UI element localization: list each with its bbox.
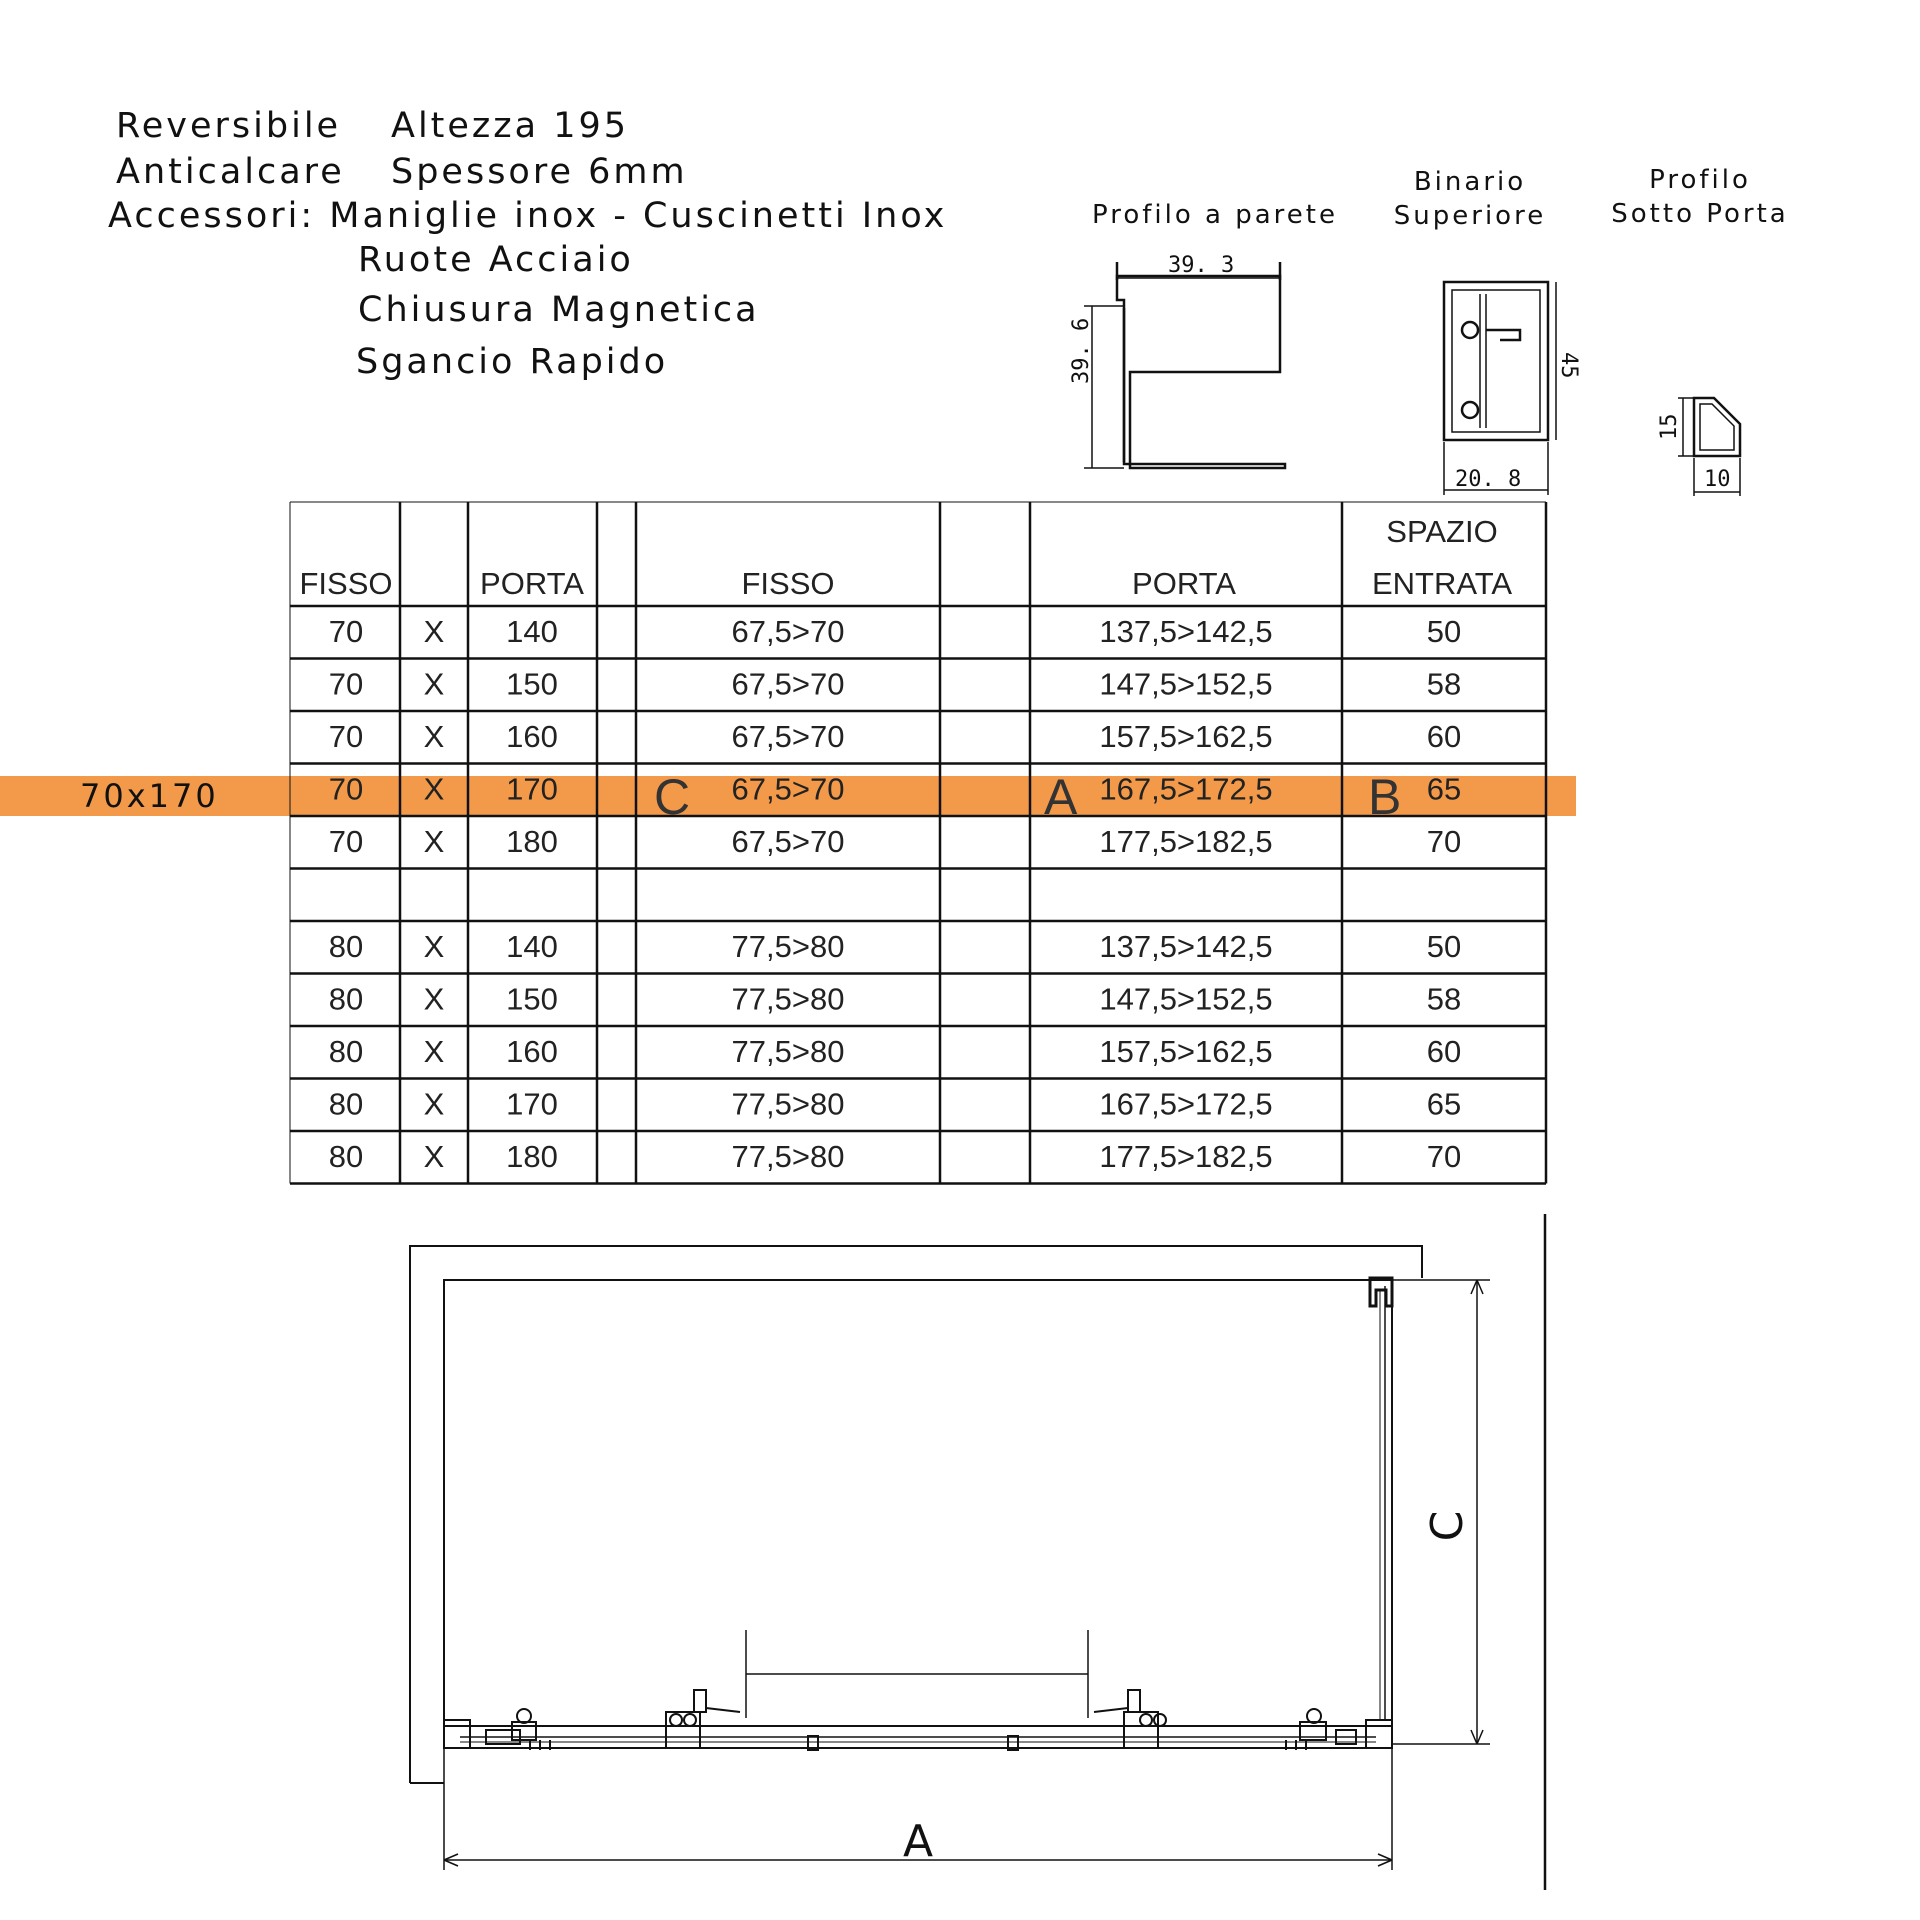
table-cell-spazio: 58: [1426, 666, 1462, 702]
table-cell-fisso: 80: [328, 1086, 364, 1122]
profile-parete-height: 39. 6: [1069, 317, 1094, 384]
table-cell-porta: 170: [506, 1086, 558, 1122]
header-spazio: SPAZIO: [1386, 514, 1498, 549]
header-entrata: ENTRATA: [1371, 566, 1513, 601]
profile-parete-width: 39. 3: [1168, 253, 1235, 278]
table-cell-porta-range: 177,5>182,5: [1099, 1139, 1273, 1174]
table-cell-porta-range: 167,5>172,5: [1099, 771, 1273, 807]
table-cell-x: X: [423, 824, 445, 859]
header-fisso-range: FISSO: [741, 566, 835, 601]
table-cell-spazio: 65: [1426, 1086, 1462, 1122]
table-cell-fisso-range: 67,5>70: [731, 719, 845, 754]
plan-dim-a: A: [902, 1816, 934, 1867]
spec-chiusura: Chiusura Magnetica: [358, 290, 760, 330]
table-cell-x: X: [423, 719, 445, 754]
table-cell-porta: 180: [506, 824, 558, 859]
table-cell-porta: 160: [506, 719, 558, 754]
header-fisso: FISSO: [299, 566, 393, 601]
table-cell-fisso-range: 67,5>70: [731, 771, 845, 807]
table-cell-porta: 150: [506, 666, 558, 702]
table-cell-x: X: [423, 929, 445, 964]
table-cell-spazio: 70: [1426, 824, 1462, 859]
table-cell-porta-range: 157,5>162,5: [1099, 719, 1273, 754]
table-cell-porta-range: 147,5>152,5: [1099, 981, 1273, 1017]
table-cell-fisso: 80: [328, 929, 364, 964]
plan-outline: [410, 1214, 1545, 1890]
table-cell-x: X: [423, 771, 445, 807]
profile-binario-label-line2: Superiore: [1393, 201, 1547, 231]
table-cell-porta-range: 157,5>162,5: [1099, 1034, 1273, 1069]
profile-binario-label-line1: Binario: [1413, 167, 1527, 197]
profile-sotto-label-line1: Profilo: [1649, 165, 1751, 195]
table-cell-porta: 160: [506, 1034, 558, 1069]
table-cell-spazio: 70: [1426, 1139, 1462, 1174]
spec-ruote: Ruote Acciaio: [358, 240, 634, 280]
profile-binario-width: 20. 8: [1455, 467, 1522, 492]
table-cell-fisso: 70: [328, 719, 364, 754]
table-cell-fisso-range: 77,5>80: [731, 929, 845, 964]
table-cell-fisso: 80: [328, 981, 364, 1017]
profile-parete-label: Profilo a parete: [1092, 200, 1338, 230]
header-porta-range: PORTA: [1132, 566, 1236, 601]
table-cell-porta-range: 167,5>172,5: [1099, 1086, 1273, 1122]
table-cell-fisso-range: 67,5>70: [731, 824, 845, 859]
spec-altezza: Altezza 195: [391, 106, 630, 146]
table-cell-fisso: 70: [328, 614, 364, 649]
table-cell-porta-range: 137,5>142,5: [1099, 614, 1273, 649]
table-cell-fisso: 70: [328, 666, 364, 702]
profile-sotto-width: 10: [1704, 467, 1731, 492]
highlight-label: 70x170: [80, 777, 219, 815]
table-cell-x: X: [423, 666, 445, 702]
spec-sgancio: Sgancio Rapido: [356, 342, 669, 382]
spec-reversibile: Reversibile: [116, 106, 342, 146]
table-cell-spazio: 60: [1426, 1034, 1462, 1069]
table-cell-fisso: 80: [328, 1034, 364, 1069]
plan-hardware: [444, 1690, 1392, 1750]
table-cell-fisso-range: 67,5>70: [731, 666, 845, 702]
marker-b: B: [1368, 769, 1402, 825]
table-cell-fisso: 70: [328, 824, 364, 859]
table-cell-spazio: 58: [1426, 981, 1462, 1017]
table-cell-x: X: [423, 614, 445, 649]
table-cell-porta: 140: [506, 929, 558, 964]
table-cell-porta: 140: [506, 614, 558, 649]
marker-a: A: [1044, 769, 1078, 825]
spec-spessore: Spessore 6mm: [391, 152, 688, 192]
table-cell-porta-range: 147,5>152,5: [1099, 666, 1273, 702]
table-cell-fisso-range: 77,5>80: [731, 1139, 845, 1174]
marker-c: C: [654, 769, 691, 825]
table-cell-spazio: 50: [1426, 614, 1462, 649]
table-cell-x: X: [423, 1086, 445, 1122]
plan-dim-c: C: [1422, 1510, 1473, 1542]
spec-anticalcare: Anticalcare: [116, 152, 345, 192]
table-cell-porta-range: 137,5>142,5: [1099, 929, 1273, 964]
table-cell-fisso-range: 77,5>80: [731, 1086, 845, 1122]
table-cell-porta: 180: [506, 1139, 558, 1174]
table-cell-fisso: 70: [328, 771, 364, 807]
spec-accessori: Accessori: Maniglie inox - Cuscinetti Inox: [108, 196, 948, 236]
header-porta: PORTA: [480, 566, 584, 601]
table-cell-fisso-range: 67,5>70: [731, 614, 845, 649]
table-cell-x: X: [423, 981, 445, 1017]
table-cell-fisso: 80: [328, 1139, 364, 1174]
table-cell-porta: 150: [506, 981, 558, 1017]
table-cell-fisso-range: 77,5>80: [731, 981, 845, 1017]
table-cell-fisso-range: 77,5>80: [731, 1034, 845, 1069]
table-cell-porta: 170: [506, 771, 558, 807]
table-cell-spazio: 60: [1426, 719, 1462, 754]
table-cell-porta-range: 177,5>182,5: [1099, 824, 1273, 859]
profile-sotto-height: 15: [1657, 413, 1682, 440]
profile-sotto-label-line2: Sotto Porta: [1611, 199, 1789, 229]
table-cell-spazio: 50: [1426, 929, 1462, 964]
table-cell-x: X: [423, 1139, 445, 1174]
table-cell-spazio: 65: [1426, 771, 1462, 807]
profile-binario-height: 45: [1556, 352, 1581, 379]
table-cell-x: X: [423, 1034, 445, 1069]
